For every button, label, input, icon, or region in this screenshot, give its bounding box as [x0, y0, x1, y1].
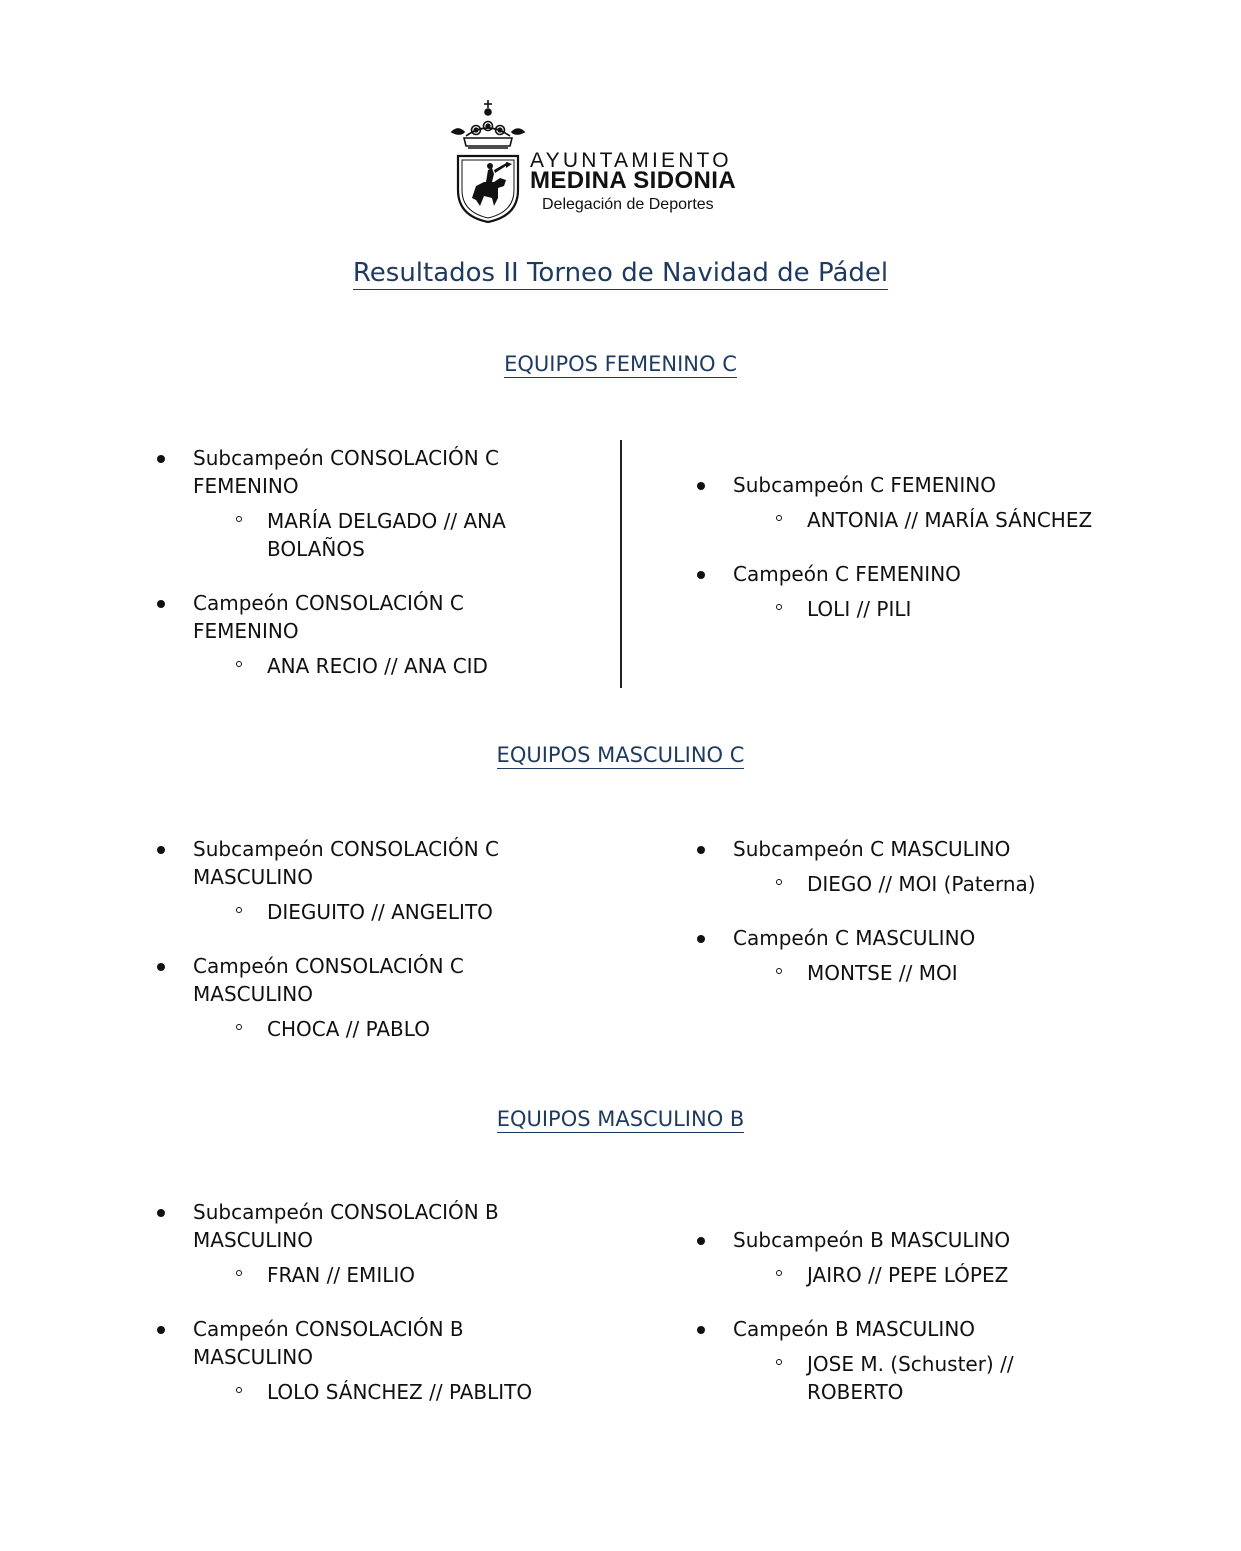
sub-item [193, 898, 567, 926]
award-label: Campeón CONSOLACIÓN B MASCULINO [193, 1317, 464, 1369]
circle-bullet-icon [236, 661, 242, 667]
circle-bullet-icon [776, 1359, 782, 1365]
award-label: Subcampeón CONSOLACIÓN C FEMENINO [193, 446, 499, 498]
bullet-icon [157, 455, 165, 463]
sub-item [733, 595, 1117, 623]
bullet-icon [697, 846, 705, 854]
award-label: Subcampeón C MASCULINO [733, 837, 1011, 861]
bullet-icon [697, 1326, 705, 1334]
document-title-text: Resultados II Torneo de Navidad de Pádel [352, 258, 889, 288]
sub-item [193, 1015, 567, 1043]
award-label: Campeón CONSOLACIÓN C MASCULINO [193, 954, 464, 1006]
players: JAIRO // PEPE LÓPEZ [807, 1263, 1009, 1287]
circle-bullet-icon [236, 1387, 242, 1393]
bullet-icon [157, 963, 165, 971]
section-femenino-c-left [157, 444, 567, 680]
bullet-icon [157, 1326, 165, 1334]
players: MONTSE // MOI [807, 961, 958, 985]
list-item [157, 589, 567, 680]
list-item [697, 560, 1117, 623]
section-masculino-c-left [157, 835, 567, 1043]
municipal-logo [448, 98, 778, 226]
list-item [157, 952, 567, 1043]
bullet-icon [157, 600, 165, 608]
circle-bullet-icon [776, 968, 782, 974]
award-label: Subcampeón C FEMENINO [733, 473, 996, 497]
award-label: Subcampeón CONSOLACIÓN B MASCULINO [193, 1200, 499, 1252]
document-title [0, 258, 1241, 289]
sub-item [733, 1261, 1117, 1289]
logo-line-department: Delegación de Deportes [542, 196, 714, 213]
award-label: Campeón C MASCULINO [733, 926, 976, 950]
sub-item [733, 1350, 1077, 1406]
players: FRAN // EMILIO [267, 1263, 415, 1287]
bullet-icon [697, 1237, 705, 1245]
bullet-icon [697, 571, 705, 579]
sub-item [193, 507, 567, 563]
circle-bullet-icon [776, 1270, 782, 1276]
sub-item [193, 1261, 567, 1289]
award-label: Campeón C FEMENINO [733, 562, 961, 586]
list-item [157, 1198, 567, 1289]
list-item [157, 444, 567, 563]
list-item [697, 1226, 1117, 1289]
circle-bullet-icon [236, 516, 242, 522]
list-item [697, 835, 1117, 898]
circle-bullet-icon [236, 907, 242, 913]
list-item [157, 1315, 567, 1406]
list-item [697, 924, 1117, 987]
logo-line-ayuntamiento: AYUNTAMIENTO [530, 149, 732, 172]
section-title-text: EQUIPOS FEMENINO C [504, 352, 737, 376]
players: DIEGO // MOI (Paterna) [807, 872, 1036, 896]
section-title-masculino-b [0, 1107, 1241, 1132]
section-masculino-c-right [697, 835, 1117, 987]
award-label: Campeón CONSOLACIÓN C FEMENINO [193, 591, 464, 643]
list-item [157, 835, 567, 926]
award-label: Subcampeón CONSOLACIÓN C MASCULINO [193, 837, 499, 889]
players: DIEGUITO // ANGELITO [267, 900, 493, 924]
sub-item [733, 506, 1117, 534]
circle-bullet-icon [236, 1270, 242, 1276]
sub-item [193, 652, 567, 680]
list-item [697, 1315, 1117, 1406]
bullet-icon [157, 1209, 165, 1217]
section-title-text: EQUIPOS MASCULINO B [496, 1107, 745, 1131]
section-femenino-c-right [697, 471, 1117, 623]
section-title-masculino-c [0, 743, 1241, 768]
players: ANTONIA // MARÍA SÁNCHEZ [807, 508, 1093, 532]
award-label: Campeón B MASCULINO [733, 1317, 976, 1341]
circle-bullet-icon [776, 879, 782, 885]
circle-bullet-icon [236, 1024, 242, 1030]
players: LOLI // PILI [807, 597, 912, 621]
bullet-icon [697, 935, 705, 943]
sub-item [733, 870, 1117, 898]
sub-item [733, 959, 1117, 987]
players: JOSE M. (Schuster) // ROBERTO [807, 1352, 1014, 1404]
sub-item [193, 1378, 567, 1406]
circle-bullet-icon [776, 604, 782, 610]
bullet-icon [157, 846, 165, 854]
section-masculino-b-right [697, 1226, 1117, 1406]
players: ANA RECIO // ANA CID [267, 654, 488, 678]
column-divider [620, 440, 622, 688]
bullet-icon [697, 482, 705, 490]
section-title-femenino-c [0, 352, 1241, 377]
circle-bullet-icon [776, 515, 782, 521]
coat-of-arms-icon [448, 98, 528, 226]
players: MARÍA DELGADO // ANA BOLAÑOS [267, 509, 506, 561]
section-masculino-b-left [157, 1198, 567, 1406]
award-label: Subcampeón B MASCULINO [733, 1228, 1011, 1252]
players: CHOCA // PABLO [267, 1017, 430, 1041]
list-item [697, 471, 1117, 534]
section-title-text: EQUIPOS MASCULINO C [496, 743, 745, 767]
logo-line-town: MEDINA SIDONIA [530, 167, 737, 194]
players: LOLO SÁNCHEZ // PABLITO [267, 1380, 533, 1404]
